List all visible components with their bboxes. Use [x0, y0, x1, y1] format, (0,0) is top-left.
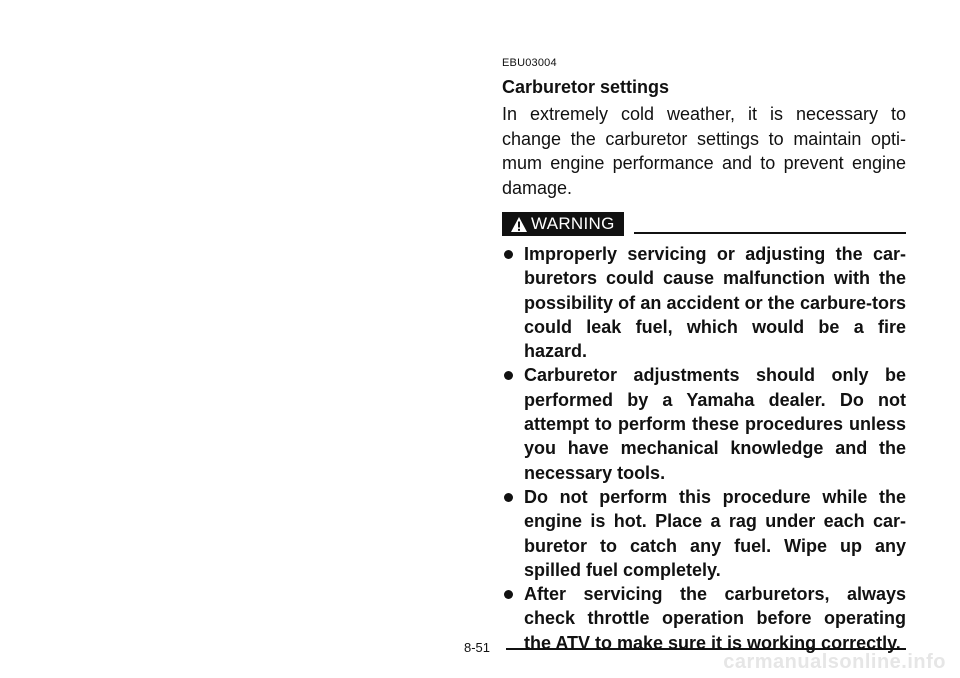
warning-rule [634, 232, 906, 234]
warning-triangle-icon [510, 216, 528, 233]
warning-item [502, 363, 906, 484]
warning-item-text: Do not perform this procedure while the engine is hot. Place a rag under each car-buretor to catch any fuel. Wipe up any spilled fuel completely. [524, 486, 906, 580]
warning-item-text: Carburetor adjustments should only be performed by a Yamaha dealer. Do not attempt to perform these procedures unless you have mechanical knowledge and the necessary tools. [524, 365, 906, 483]
page-number: 8-51 [464, 640, 491, 655]
warning-header [502, 212, 906, 236]
warning-list [502, 242, 906, 655]
section-title: Carburetor settings [502, 77, 670, 97]
warning-item-text: After servicing the carburetors, always check throttle operation before operating the ATV to make sure it is working correctly. [524, 584, 906, 653]
bullet-icon [504, 493, 513, 502]
manual-page-column [502, 56, 906, 655]
section-intro: In extremely cold weather, it is necessary to change the carburetor settings to maintain opti-mum engine performance and to prevent engine damage. [502, 104, 906, 198]
warning-item [502, 485, 906, 582]
section-code: EBU03004 [502, 57, 557, 69]
warning-label: WARNING [531, 214, 615, 233]
warning-item-text: Improperly servicing or adjusting the car-buretors could cause malfunction with the possibility of an accident or the carbure-tors could leak fuel, which would be a fire hazard. [524, 244, 906, 362]
bullet-icon [504, 590, 513, 599]
watermark: carmanualsonline.info [723, 651, 946, 673]
warning-item [502, 242, 906, 363]
bullet-icon [504, 250, 513, 259]
warning-badge [502, 212, 624, 236]
bullet-icon [504, 371, 513, 380]
